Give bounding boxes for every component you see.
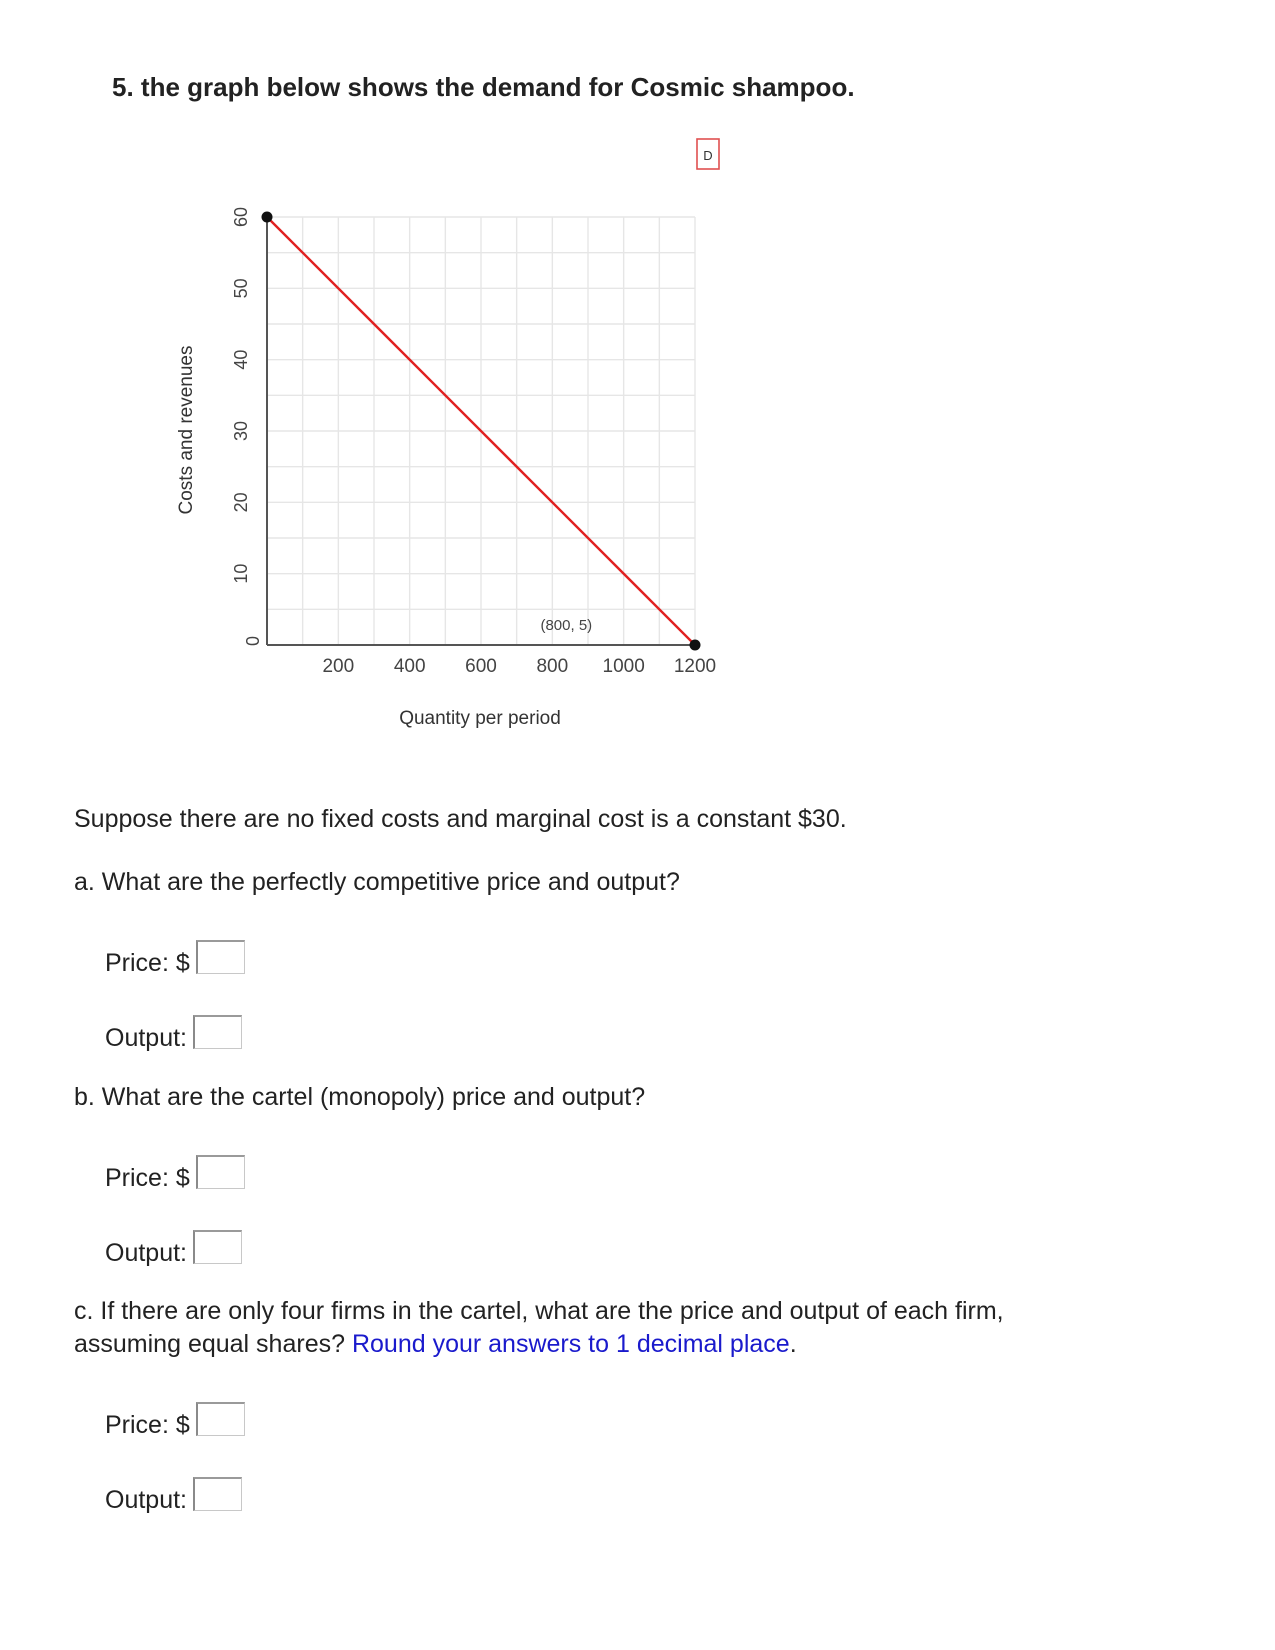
part-a-price-input[interactable]	[196, 940, 245, 974]
part-b-price-row	[105, 1161, 245, 1195]
part-a-output-row	[105, 1021, 242, 1055]
x-tick-label: 200	[322, 656, 355, 677]
curve-endpoint-marker	[690, 640, 701, 651]
x-tick-label: 1200	[673, 656, 717, 677]
part-c-output-input[interactable]	[193, 1477, 242, 1511]
curve-endpoint-marker	[262, 212, 273, 223]
part-a-question: a. What are the perfectly competitive price and output?	[74, 868, 680, 896]
chart-ticks	[231, 207, 716, 677]
y-axis-label: Costs and revenues	[176, 345, 197, 515]
point-annotation: (800, 5)	[540, 617, 593, 634]
part-b-output-label: Output:	[105, 1238, 187, 1267]
part-a-price-label: Price: $	[105, 948, 190, 977]
part-c-question-line2	[74, 1330, 797, 1359]
part-c-question-line1: c. If there are only four firms in the cartel, what are the price and output of each firm,	[74, 1297, 1004, 1325]
y-tick-label: 20	[230, 492, 251, 513]
rounding-instruction: Round your answers to 1 decimal place	[351, 1330, 790, 1358]
intro-text: Suppose there are no fixed costs and marginal cost is a constant $30.	[74, 805, 847, 833]
x-axis-label: Quantity per period	[399, 708, 561, 729]
part-c-price-row	[105, 1408, 245, 1442]
y-tick-label: 10	[230, 563, 251, 584]
part-c-price-label: Price: $	[105, 1410, 190, 1439]
y-tick-label: 50	[230, 278, 251, 299]
x-tick-label: 1000	[602, 656, 645, 677]
part-b-price-label: Price: $	[105, 1163, 190, 1192]
part-b-output-input[interactable]	[193, 1230, 242, 1264]
part-c-question-text: assuming equal shares?	[74, 1330, 345, 1358]
x-tick-label: 800	[536, 656, 569, 677]
part-c-price-input[interactable]	[196, 1402, 245, 1436]
y-tick-label: 0	[242, 635, 263, 647]
part-a-output-label: Output:	[105, 1023, 187, 1052]
part-b-question: b. What are the cartel (monopoly) price and output?	[74, 1083, 646, 1111]
demand-legend-tag[interactable]	[697, 139, 719, 169]
demand-legend-label: D	[703, 148, 713, 163]
x-tick-label: 400	[393, 656, 426, 677]
part-c-output-label: Output:	[105, 1485, 187, 1514]
question-title: 5. the graph below shows the demand for Cosmic shampoo.	[112, 72, 855, 102]
part-b-price-input[interactable]	[196, 1155, 245, 1189]
part-a-output-input[interactable]	[193, 1015, 242, 1049]
part-c-output-row	[105, 1483, 242, 1517]
demand-chart	[0, 0, 1275, 760]
part-a-price-row	[105, 946, 245, 980]
y-tick-label: 40	[230, 349, 251, 370]
y-tick-label: 30	[230, 420, 251, 442]
chart-axes	[267, 215, 697, 645]
part-c-period: .	[789, 1330, 797, 1358]
x-tick-label: 600	[465, 656, 497, 677]
y-tick-label: 60	[230, 206, 251, 228]
part-b-output-row	[105, 1236, 242, 1270]
